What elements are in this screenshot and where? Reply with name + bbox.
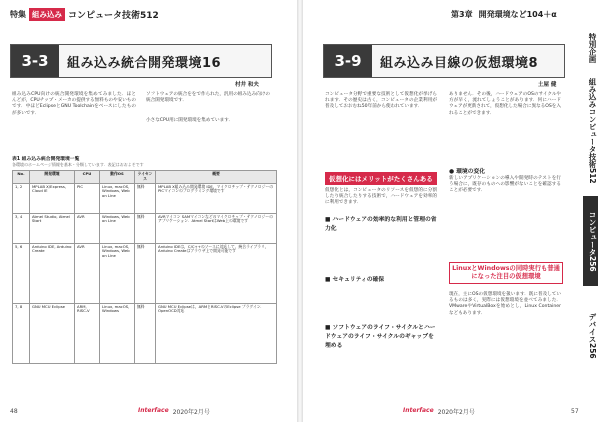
- cell: Atmel Studio, Atmel Start: [30, 213, 75, 243]
- left-footer: [138, 407, 210, 416]
- col-os: 動作OS: [100, 171, 135, 184]
- right-header: [451, 9, 557, 20]
- section-number: 3-9: [324, 45, 372, 77]
- cell: 3, 4: [13, 213, 30, 243]
- magazine-name: Interface: [138, 407, 169, 414]
- right-page: [303, 0, 600, 422]
- cell: ARM, RISC-V: [75, 303, 100, 363]
- cell: Linux, macOS, Windows: [100, 303, 135, 363]
- cell: 無料: [135, 243, 156, 303]
- header-title: コンピュータ技術512: [68, 11, 159, 21]
- intro-col1: コンピュータ分野で重要な技術として仮想化が挙げられます．その歴史は古く，コンピュータの企業利用が普及しておおむね50年前から使われています．: [325, 92, 437, 110]
- section-title: 組み込み目線の仮想環境8: [380, 56, 539, 71]
- col-cpu: CPU: [75, 171, 100, 184]
- section-number: 3-3: [11, 45, 59, 77]
- left-page: [0, 0, 297, 422]
- section-title: 組み込み統合開発環境16: [67, 56, 222, 71]
- author: 村井 和夫: [235, 82, 259, 88]
- chapter-title: 開発環境など104＋α: [478, 10, 557, 19]
- cell: Linux, macOS, Windows, Web on Line: [100, 183, 135, 213]
- cell: GNU MCU Eclipseは，ARMとRISC-VのEclipse プラグイン．OpenOCD対応: [156, 303, 277, 363]
- cell: 1, 2: [13, 183, 30, 213]
- magazine-name: Interface: [403, 407, 434, 414]
- side-tab-device: デバイス256: [588, 313, 597, 359]
- left-header: [10, 8, 159, 21]
- pink-heading: 仮想化にはメリットがたくさんある: [325, 172, 437, 185]
- table-row: [13, 243, 277, 303]
- col-env: 開発環境: [30, 171, 75, 184]
- subheading-1: ■ ハードウェアの効率的な利用と管理の省力化: [325, 217, 437, 232]
- body-left: 仮想化とは，コンピュータのリソースを仮想的に分割したり統合したりする技術で，ハードウェアを効率的に利用できます．: [325, 188, 437, 206]
- cell: Arduino IDE, Arduino Create: [30, 243, 75, 303]
- table-row: [13, 213, 277, 243]
- subheading-4: ● 環境の変化: [449, 169, 486, 175]
- ide-table: [12, 170, 277, 364]
- issue-date: 2020年2月号: [437, 409, 475, 416]
- cell: 無料: [135, 303, 156, 363]
- figure-caption: 表1 組み込み統合開発環境一覧: [12, 157, 80, 162]
- table-header-row: [13, 171, 277, 184]
- cell: MPLAB X組み込み開発環境 IDE，マイクロチップ・テクノロジーのPICマイコンのプログラミング環境です: [156, 183, 277, 213]
- subheading-3: ■ ソフトウェアのライフ・サイクルとハードウェアのライフ・サイクルのギャップを埋める: [325, 325, 436, 349]
- col-summary: 概要: [156, 171, 277, 184]
- cell: 5, 6: [13, 243, 30, 303]
- left-page-number: 48: [10, 408, 18, 415]
- body-right: 新しいアプリケーションの導入や開発時のテストを行う場合に，既存のものへの影響がないことを確認することが必要です．: [449, 176, 561, 194]
- table-row: [13, 183, 277, 213]
- box-heading: LinuxとWindowsの同時実行も普通になった注目の仮想環境: [449, 262, 563, 284]
- right-footer: [403, 407, 475, 416]
- cell: 無料: [135, 183, 156, 213]
- intro-col2: ソフトウェアの統合ををで作られた，汎用の組み込み向けの統合開発環境です．: [146, 92, 270, 104]
- col-no: No.: [13, 171, 30, 184]
- side-tab-computer: コンピュータ256: [583, 196, 598, 286]
- chapter-label: 第3章: [451, 10, 473, 19]
- cell: MPLAB X/Express, Cloud IE: [30, 183, 75, 213]
- col-license: ライセンス: [135, 171, 156, 184]
- intro-col2: ありません．その後，ハードウェアのOSのサイクルや方が早く，流れてしょうことがあります．何にハードウェアが更新されて，仮想化した場合に異なるOSを入れることができます．: [449, 92, 561, 116]
- cell: 無料: [135, 213, 156, 243]
- intro-col2-b: 小さなCPU用に開発環境を集めています．: [146, 118, 234, 123]
- cell: Windows, Web on Line: [100, 213, 135, 243]
- box-body: 現在，主にOSの仮想環境を扱います．既に普及しているものは多く，実際には仮想環境を並べてみました．VMwareやVirtualBoxを始めとし，Linux Containerなどもあります．: [449, 292, 561, 316]
- cell: AVRマイコン SAMマイコンなどのマイクロチップ・テクノロジーのアプリケーション．Atmel StartはWeb上の環境です: [156, 213, 277, 243]
- cell: AVR: [75, 213, 100, 243]
- header-tag: 組み込み: [29, 8, 65, 21]
- header-special: 特集: [10, 10, 26, 19]
- figure-sub: 各環境のホームページ情報を基本・分類しています．表記はおおよそです: [12, 162, 144, 167]
- cell: GNU MCU Eclipse: [30, 303, 75, 363]
- section-banner: [10, 44, 272, 78]
- section-banner: [323, 44, 565, 78]
- cell: Linux, macOS, Windows, Web on Line: [100, 243, 135, 303]
- author: 土屋 健: [538, 82, 557, 88]
- side-tab-embedded: 組み込みコンピュータ技術512: [588, 78, 597, 184]
- cell: AVR: [75, 243, 100, 303]
- table-row: [13, 303, 277, 363]
- right-page-number: 57: [571, 408, 579, 415]
- subheading-2: ■ セキュリティの確保: [325, 277, 385, 283]
- issue-date: 2020年2月号: [172, 409, 210, 416]
- intro-col1: 組み込みCPU向けの統合開発環境を集めてみました．ほとんどが，CPUチップ・メーカの提供する無料ものや安いものです．中ほどEclipseとGNU Toolchainをベースにしたものが多いです．: [12, 92, 136, 116]
- cell: PIC: [75, 183, 100, 213]
- side-tab-special: 特別企画: [588, 33, 597, 63]
- cell: Arduino IDEは，C/C++のソースに対応して，統合ライブラリ，Arduino Createはブラウザ上で開発可能です: [156, 243, 277, 303]
- cell: 7, 8: [13, 303, 30, 363]
